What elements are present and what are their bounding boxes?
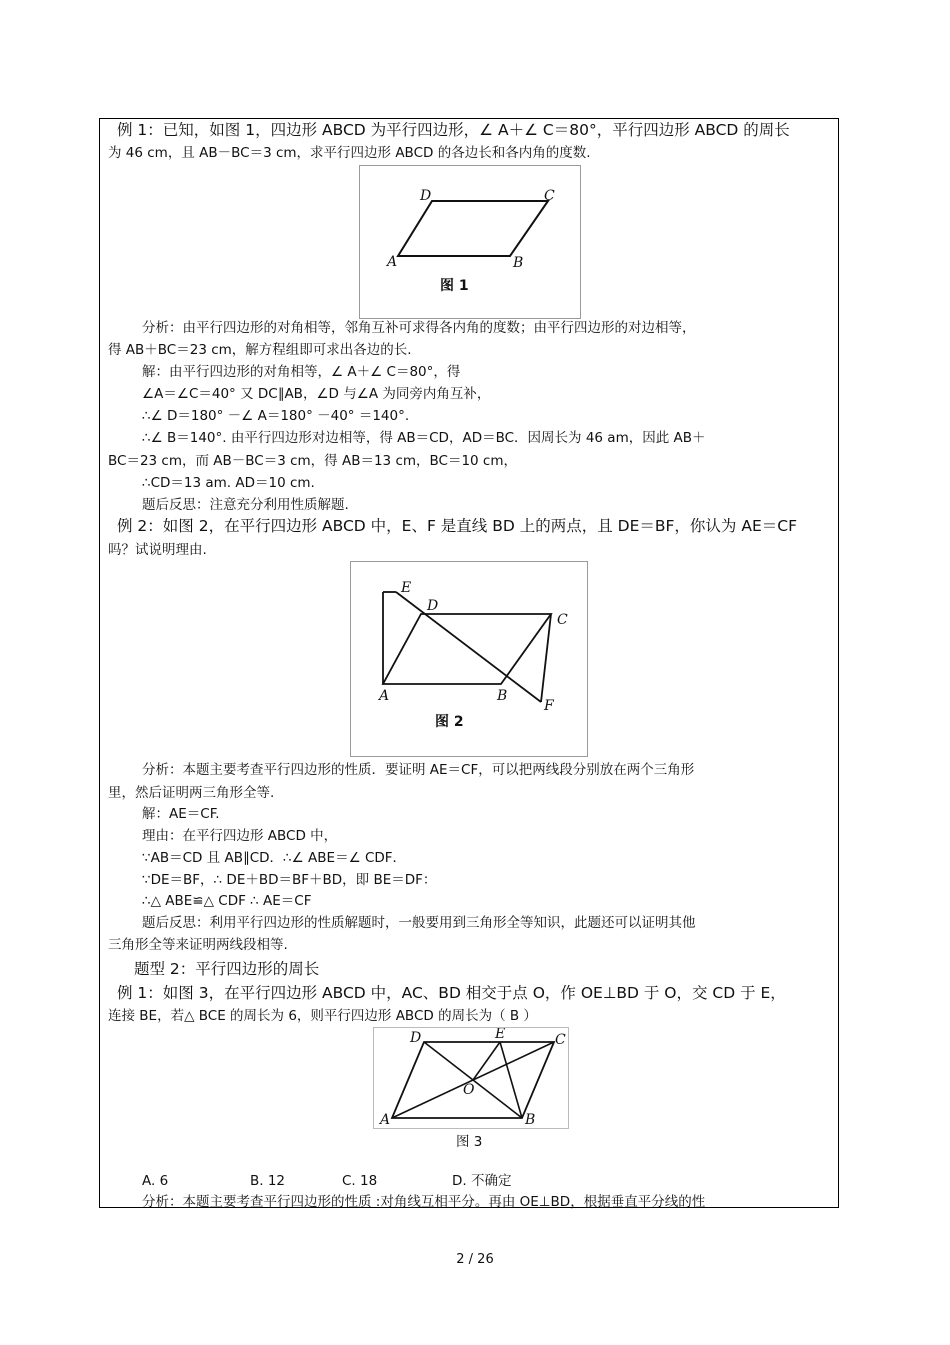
- label-B: B: [513, 255, 524, 271]
- text-line: 解：由平行四边形的对角相等，∠ A＋∠ C＝80°，得: [142, 364, 461, 380]
- figure-1: [359, 165, 581, 319]
- label-B: B: [497, 688, 508, 704]
- label-B: B: [525, 1112, 536, 1126]
- text-line: 里，然后证明两三角形全等.: [108, 785, 275, 801]
- label-A: A: [380, 1112, 391, 1126]
- label-D: D: [410, 1030, 422, 1046]
- text-line: 分析：本题主要考查平行四边形的性质 :对角线互相平分。再由 OE⊥BD，根据垂直平分线的性: [142, 1194, 706, 1210]
- label-A: A: [387, 254, 398, 270]
- text-line: 题后反思：注意充分利用性质解题.: [142, 497, 349, 513]
- text-line: 分析：由平行四边形的对角相等，邻角互补可求得各内角的度数；由平行四边形的对边相等，: [142, 320, 696, 336]
- text-line: 解：AE＝CF.: [142, 806, 220, 822]
- text-line: ∴△ ABE≌△ CDF ∴ AE＝CF: [142, 893, 312, 909]
- text-line: 连接 BE，若△ BCE 的周长为 6，则平行四边形 ABCD 的周长为（ B ）: [108, 1008, 537, 1024]
- text-line: 分析：本题主要考查平行四边形的性质．要证明 AE＝CF，可以把两线段分别放在两个三角形: [142, 762, 695, 778]
- text-line: 得 AB＋BC＝23 cm，解方程组即可求出各边的长.: [108, 342, 412, 358]
- text-line: 理由：在平行四边形 ABCD 中，: [142, 828, 338, 844]
- label-C: C: [544, 188, 555, 204]
- figure-3: [373, 1027, 569, 1129]
- text-line: 例 1：如图 3，在平行四边形 ABCD 中，AC、BD 相交于点 O，作 OE⊥BD 于 O，交 CD 于 E，: [117, 984, 786, 1002]
- choice-c: C. 18: [342, 1173, 378, 1189]
- text-line: ∴CD＝13 am. AD＝10 cm.: [142, 475, 315, 491]
- text-line: 为 46 cm，且 AB－BC＝3 cm，求平行四边形 ABCD 的各边长和各内角的度数.: [108, 145, 591, 161]
- choice-a: A. 6: [142, 1173, 169, 1189]
- page-number: 2 / 26: [456, 1252, 494, 1267]
- text-line: 题后反思：利用平行四边形的性质解题时，一般要用到三角形全等知识，此题还可以证明其他: [142, 915, 696, 931]
- text-line: ∴∠ B＝140°. 由平行四边形对边相等，得 AB＝CD，AD＝BC．因周长为 46 am，因此 AB＋: [142, 430, 706, 446]
- label-A: A: [379, 688, 390, 704]
- label-E: E: [401, 580, 412, 596]
- text-line: 三角形全等来证明两线段相等.: [108, 937, 288, 953]
- figure-2: [350, 561, 588, 757]
- label-C: C: [555, 1032, 566, 1048]
- choice-b: B. 12: [250, 1173, 286, 1189]
- label-F: F: [544, 698, 554, 714]
- label-E: E: [495, 1028, 506, 1042]
- label-O: O: [463, 1082, 475, 1098]
- label-C: C: [557, 612, 568, 628]
- label-D: D: [420, 188, 432, 204]
- text-line: ∠A＝∠C＝40° 又 DC∥AB，∠D 与∠A 为同旁内角互补，: [142, 386, 491, 402]
- text-line: ∵AB＝CD 且 AB∥CD．∴∠ ABE＝∠ CDF．: [142, 850, 407, 866]
- text-line: ∵DE＝BF，∴ DE＋BD＝BF＋BD，即 BE＝DF：: [142, 872, 437, 888]
- section-heading: 题型 2：平行四边形的周长: [134, 960, 320, 978]
- figure-3-caption: 图 3: [456, 1134, 483, 1150]
- label-D: D: [427, 598, 439, 614]
- text-line: ∴∠ D＝180° －∠ A＝180° －40° ＝140°.: [142, 408, 410, 424]
- text-line: 吗？试说明理由.: [108, 542, 207, 558]
- text-line: 例 1：已知，如图 1，四边形 ABCD 为平行四边形，∠ A＋∠ C＝80°，平行四边形 ABCD 的周长: [117, 121, 790, 139]
- text-line: 例 2：如图 2，在平行四边形 ABCD 中，E、F 是直线 BD 上的两点，且 DE＝BF，你认为 AE＝CF: [117, 517, 797, 535]
- choice-d: D. 不确定: [452, 1173, 512, 1189]
- text-line: BC＝23 cm，而 AB－BC＝3 cm，得 AB＝13 cm，BC＝10 cm，: [108, 453, 518, 469]
- figure-2-caption: 图 2: [435, 714, 464, 730]
- figure-1-caption: 图 1: [440, 278, 469, 294]
